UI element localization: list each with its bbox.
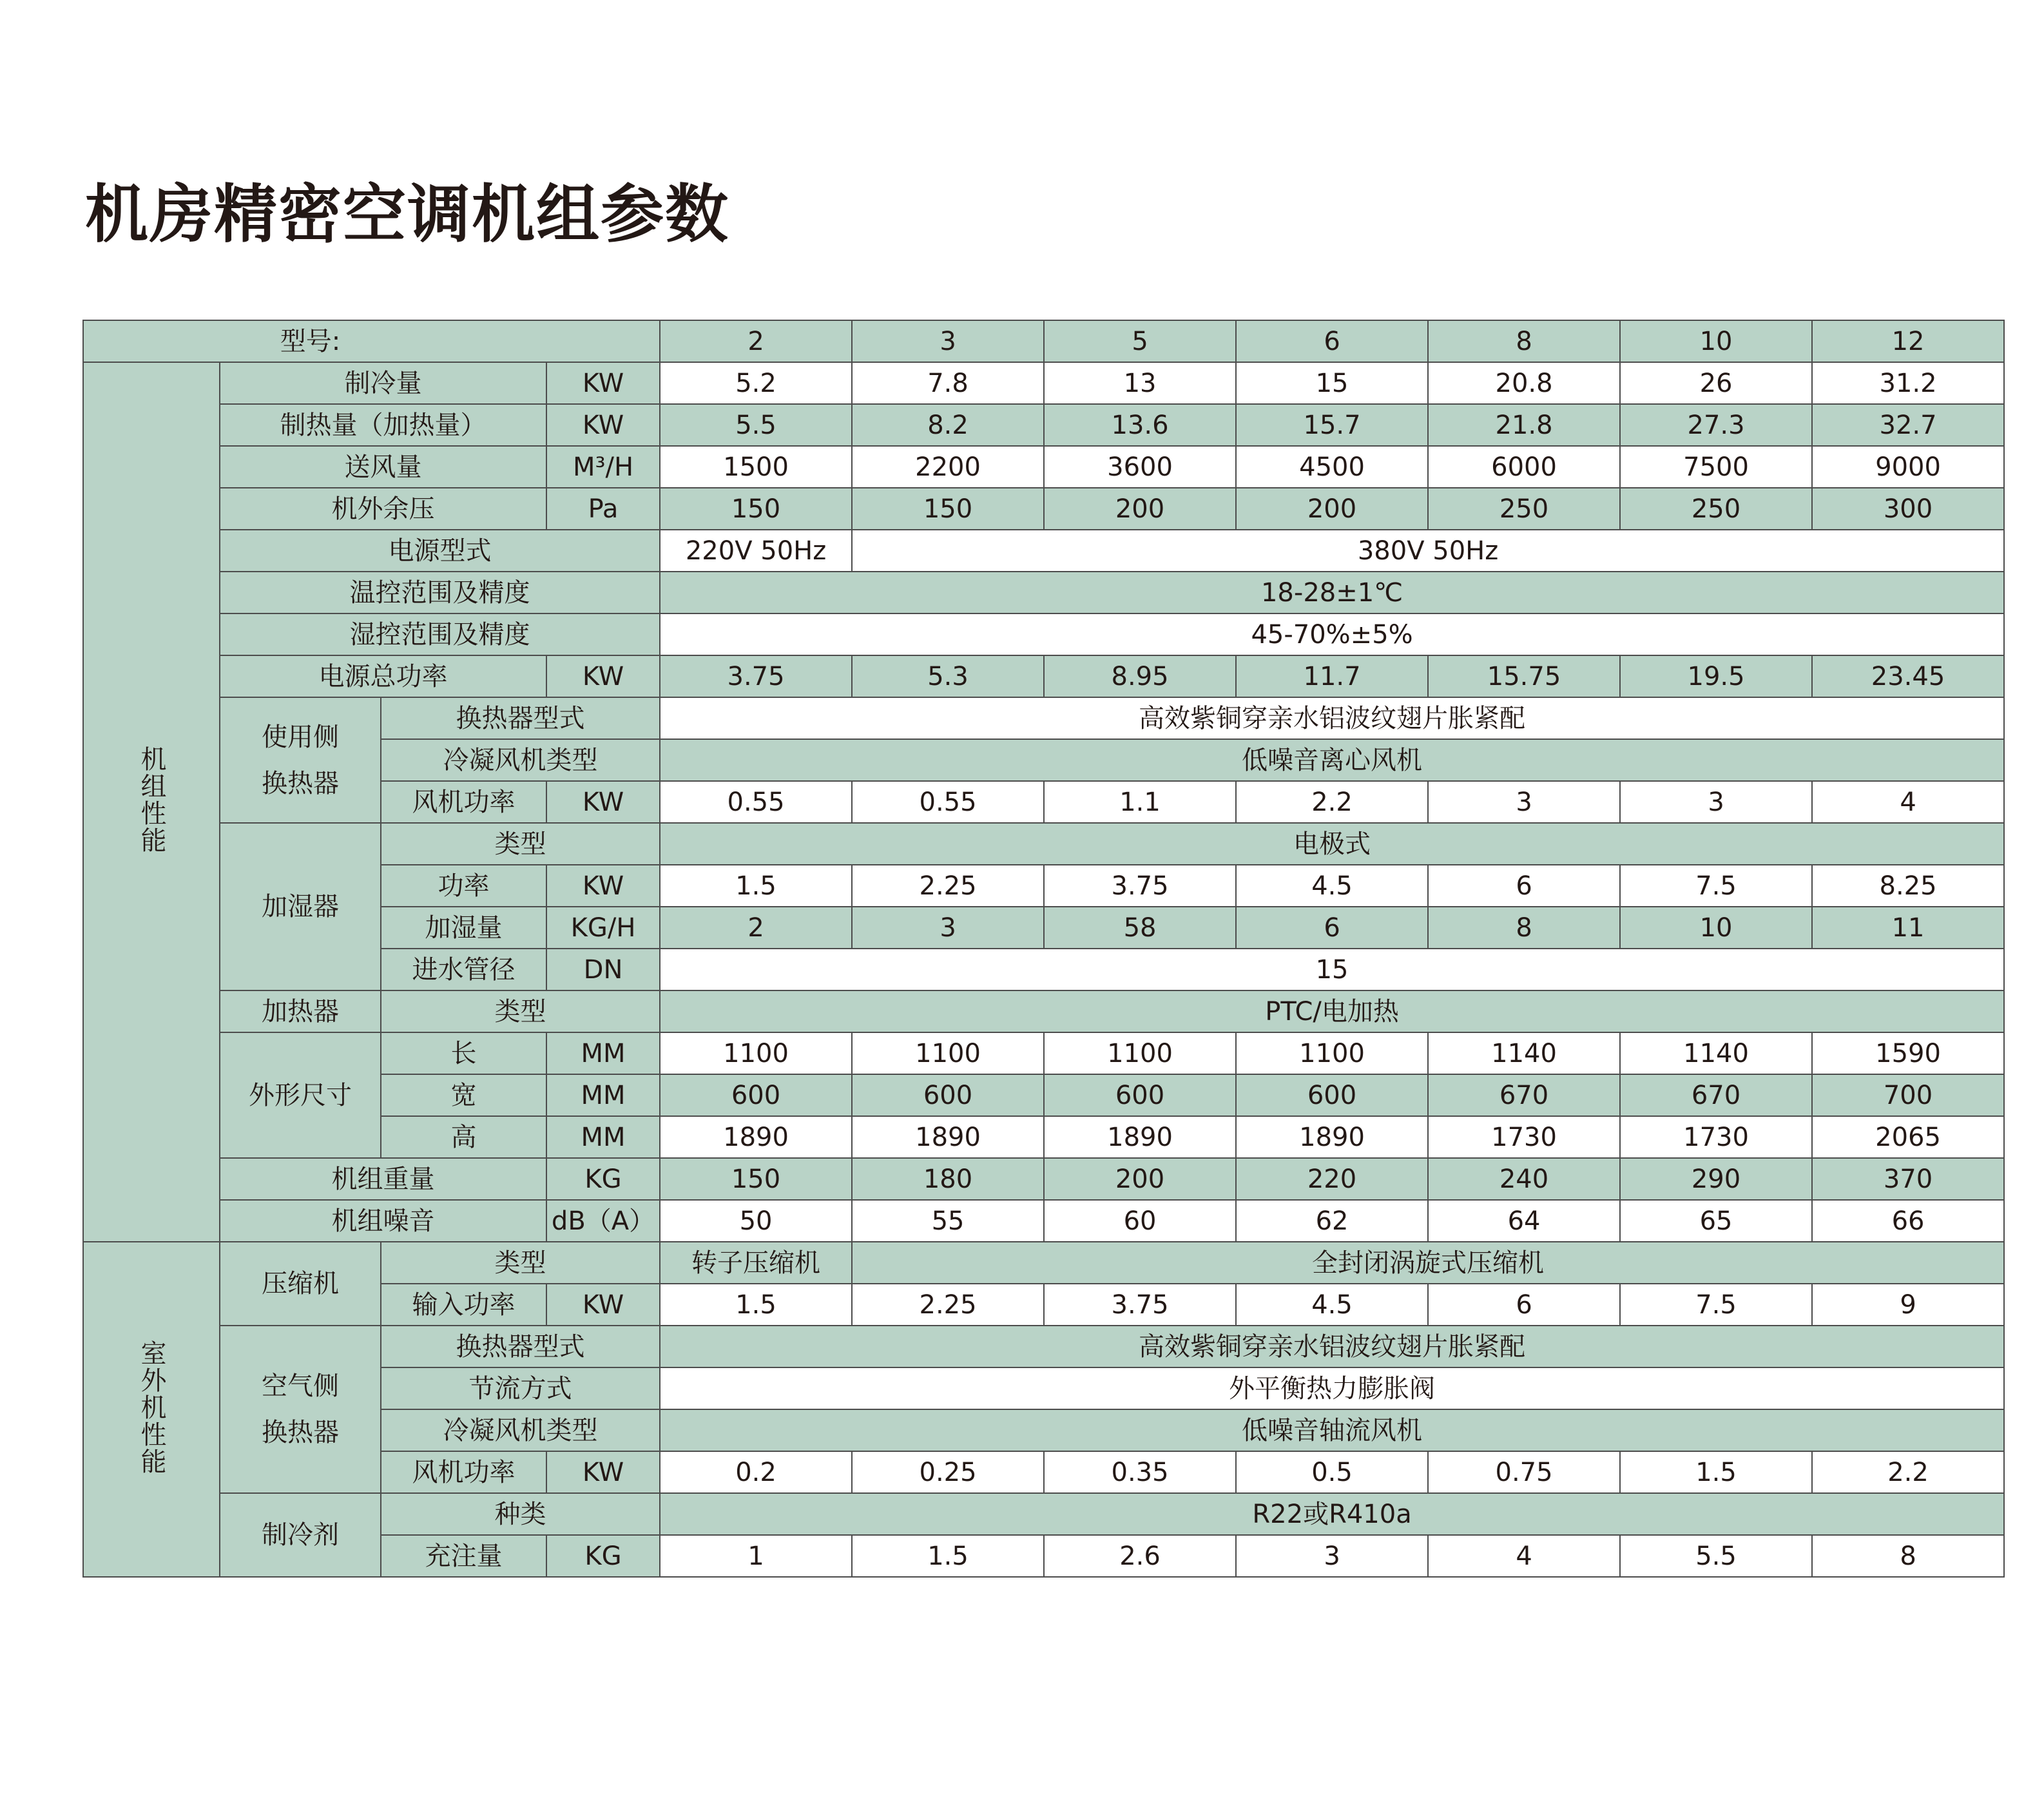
param-unit: Pa — [546, 488, 660, 530]
value-cell: 0.75 — [1428, 1451, 1620, 1493]
value-cell: 150 — [660, 1158, 852, 1200]
row-weight — [83, 1158, 2004, 1200]
value-cell: 2.6 — [1044, 1535, 1236, 1577]
value-cell: 62 — [1236, 1200, 1428, 1242]
value-cell: 6 — [1428, 865, 1620, 907]
value-cell-merged: 高效紫铜穿亲水铝波纹翅片胀紧配 — [660, 697, 2004, 739]
value-cell: 23.45 — [1812, 655, 2004, 697]
value-cell: 1730 — [1428, 1116, 1620, 1158]
spec-table — [82, 320, 2005, 1578]
value-cell: 0.55 — [852, 781, 1044, 823]
value-cell: 1100 — [1044, 1032, 1236, 1074]
param-label: 湿控范围及精度 — [220, 613, 660, 655]
value-cell: 7.8 — [852, 362, 1044, 404]
value-cell: 5.2 — [660, 362, 852, 404]
value-cell-merged: 高效紫铜穿亲水铝波纹翅片胀紧配 — [660, 1326, 2004, 1367]
value-cell: 3.75 — [1044, 1284, 1236, 1326]
param-unit: DN — [546, 949, 660, 990]
param-label: 加湿量 — [381, 907, 546, 949]
param-label: 电源型式 — [220, 530, 660, 572]
value-cell: 6 — [1236, 907, 1428, 949]
param-label: 送风量 — [220, 446, 546, 488]
param-unit: KG — [546, 1535, 660, 1577]
value-cell: 600 — [660, 1074, 852, 1116]
value-cell: 58 — [1044, 907, 1236, 949]
model-label: 型号: — [83, 320, 660, 362]
value-cell: 1890 — [660, 1116, 852, 1158]
value-cell: 3 — [852, 907, 1044, 949]
group-outdoor-performance — [83, 1242, 220, 1577]
value-cell: 1100 — [660, 1032, 852, 1074]
value-cell: 66 — [1812, 1200, 2004, 1242]
param-unit: KW — [546, 362, 660, 404]
param-unit: KW — [546, 865, 660, 907]
row-length — [83, 1032, 2004, 1074]
value-cell: 65 — [1620, 1200, 1812, 1242]
value-cell: 1140 — [1620, 1032, 1812, 1074]
value-cell: 13 — [1044, 362, 1236, 404]
value-cell: 27.3 — [1620, 404, 1812, 446]
param-label: 输入功率 — [381, 1284, 546, 1326]
subgroup-heater: 加热器 — [220, 990, 381, 1032]
row-cooling-capacity — [83, 362, 2004, 404]
value-cell: 0.5 — [1236, 1451, 1428, 1493]
value-cell: 1500 — [660, 446, 852, 488]
value-cell-merged: 低噪音离心风机 — [660, 739, 2004, 781]
model-header: 12 — [1812, 320, 2004, 362]
value-cell: 240 — [1428, 1158, 1620, 1200]
row-noise — [83, 1200, 2004, 1242]
subgroup-air-hx — [220, 1326, 381, 1493]
value-cell-merged: 低噪音轴流风机 — [660, 1409, 2004, 1451]
value-cell: 200 — [1236, 488, 1428, 530]
value-cell: 3.75 — [1044, 865, 1236, 907]
value-cell: 6000 — [1428, 446, 1620, 488]
value-cell: 15.7 — [1236, 404, 1428, 446]
param-label: 换热器型式 — [381, 697, 660, 739]
value-cell: 64 — [1428, 1200, 1620, 1242]
param-label: 机组重量 — [220, 1158, 546, 1200]
model-header: 5 — [1044, 320, 1236, 362]
value-cell: 1.5 — [660, 1284, 852, 1326]
value-cell: 8.25 — [1812, 865, 2004, 907]
value-cell: 5.3 — [852, 655, 1044, 697]
value-cell: 7.5 — [1620, 1284, 1812, 1326]
param-label: 温控范围及精度 — [220, 572, 660, 613]
value-cell: 13.6 — [1044, 404, 1236, 446]
value-cell: 3 — [1428, 781, 1620, 823]
value-cell: 370 — [1812, 1158, 2004, 1200]
row-model — [83, 320, 2004, 362]
value-cell: 7.5 — [1620, 865, 1812, 907]
value-cell: 2.2 — [1236, 781, 1428, 823]
param-label: 制热量（加热量） — [220, 404, 546, 446]
row-airflow — [83, 446, 2004, 488]
value-cell: 转子压缩机 — [660, 1242, 852, 1284]
value-cell: 3.75 — [660, 655, 852, 697]
value-cell: 300 — [1812, 488, 2004, 530]
value-cell: 4 — [1428, 1535, 1620, 1577]
param-label: 机外余压 — [220, 488, 546, 530]
value-cell-merged: 18-28±1℃ — [660, 572, 2004, 613]
value-cell: 8 — [1428, 907, 1620, 949]
param-label: 换热器型式 — [381, 1326, 660, 1367]
row-refrigerant-type — [83, 1493, 2004, 1535]
value-cell: 6 — [1428, 1284, 1620, 1326]
value-cell: 2.2 — [1812, 1451, 2004, 1493]
value-cell: 8 — [1812, 1535, 2004, 1577]
value-cell: 1.1 — [1044, 781, 1236, 823]
row-humidifier-type — [83, 823, 2004, 865]
value-cell: 11 — [1812, 907, 2004, 949]
group-unit-performance — [83, 362, 220, 1242]
model-header: 8 — [1428, 320, 1620, 362]
subgroup-compressor: 压缩机 — [220, 1242, 381, 1326]
param-label: 高 — [381, 1116, 546, 1158]
value-cell: 21.8 — [1428, 404, 1620, 446]
value-cell: 200 — [1044, 488, 1236, 530]
model-header: 6 — [1236, 320, 1428, 362]
value-cell: 3 — [1236, 1535, 1428, 1577]
value-cell: 0.35 — [1044, 1451, 1236, 1493]
param-label: 充注量 — [381, 1535, 546, 1577]
value-cell: 20.8 — [1428, 362, 1620, 404]
value-cell: 60 — [1044, 1200, 1236, 1242]
value-cell: 0.2 — [660, 1451, 852, 1493]
param-unit: dB（A） — [546, 1200, 660, 1242]
value-cell: 600 — [1044, 1074, 1236, 1116]
value-cell: 26 — [1620, 362, 1812, 404]
param-unit: KW — [546, 655, 660, 697]
row-humidity-control — [83, 613, 2004, 655]
param-unit: MM — [546, 1074, 660, 1116]
value-cell: 2 — [660, 907, 852, 949]
value-cell: 700 — [1812, 1074, 2004, 1116]
value-cell: 7500 — [1620, 446, 1812, 488]
value-cell: 0.55 — [660, 781, 852, 823]
subgroup-air-hx-label: 空气侧换热器 — [262, 1371, 339, 1447]
value-cell: 1.5 — [660, 865, 852, 907]
page-title: 机房精密空调机组参数 — [85, 178, 730, 251]
value-cell: 55 — [852, 1200, 1044, 1242]
value-cell: 220 — [1236, 1158, 1428, 1200]
value-cell: 290 — [1620, 1158, 1812, 1200]
row-temp-control — [83, 572, 2004, 613]
value-cell: 250 — [1620, 488, 1812, 530]
value-cell: 3 — [1620, 781, 1812, 823]
value-cell-merged: PTC/电加热 — [660, 990, 2004, 1032]
param-label: 进水管径 — [381, 949, 546, 990]
param-label: 功率 — [381, 865, 546, 907]
subgroup-humidifier: 加湿器 — [220, 823, 381, 990]
value-cell: 1730 — [1620, 1116, 1812, 1158]
value-cell: 1.5 — [1620, 1451, 1812, 1493]
value-cell: 1890 — [1044, 1116, 1236, 1158]
param-label: 冷凝风机类型 — [381, 739, 660, 781]
value-cell: 8.95 — [1044, 655, 1236, 697]
value-cell: 8.2 — [852, 404, 1044, 446]
value-cell: 2065 — [1812, 1116, 2004, 1158]
param-label: 类型 — [381, 1242, 660, 1284]
group-unit-performance-label: 机组性能 — [137, 746, 166, 854]
param-label: 长 — [381, 1032, 546, 1074]
param-label: 机组噪音 — [220, 1200, 546, 1242]
row-static-pressure — [83, 488, 2004, 530]
value-cell: 220V 50Hz — [660, 530, 852, 572]
param-unit: KW — [546, 404, 660, 446]
value-cell: 2200 — [852, 446, 1044, 488]
value-cell-merged: 15 — [660, 949, 2004, 990]
param-unit: KG/H — [546, 907, 660, 949]
param-label: 节流方式 — [381, 1367, 660, 1409]
value-cell: 4500 — [1236, 446, 1428, 488]
value-cell: 15.75 — [1428, 655, 1620, 697]
value-cell-merged: 45-70%±5% — [660, 613, 2004, 655]
subgroup-refrigerant: 制冷剂 — [220, 1493, 381, 1577]
param-unit: MM — [546, 1116, 660, 1158]
value-cell: 4 — [1812, 781, 2004, 823]
value-cell: 2.25 — [852, 1284, 1044, 1326]
param-unit: KW — [546, 1451, 660, 1493]
model-header: 2 — [660, 320, 852, 362]
value-cell: 1 — [660, 1535, 852, 1577]
param-label: 风机功率 — [381, 781, 546, 823]
subgroup-indoor-hx — [220, 697, 381, 823]
row-heating-capacity — [83, 404, 2004, 446]
value-cell: 600 — [852, 1074, 1044, 1116]
value-cell: 250 — [1428, 488, 1620, 530]
subgroup-indoor-hx-label: 使用侧换热器 — [262, 722, 339, 798]
value-cell: 1140 — [1428, 1032, 1620, 1074]
value-cell: 150 — [660, 488, 852, 530]
value-cell: 5.5 — [660, 404, 852, 446]
value-cell: 10 — [1620, 907, 1812, 949]
value-cell: 200 — [1044, 1158, 1236, 1200]
param-label: 冷凝风机类型 — [381, 1409, 660, 1451]
param-label: 制冷量 — [220, 362, 546, 404]
value-cell: 670 — [1620, 1074, 1812, 1116]
param-unit: M³/H — [546, 446, 660, 488]
param-unit: KG — [546, 1158, 660, 1200]
param-label: 类型 — [381, 990, 660, 1032]
value-cell: 0.25 — [852, 1451, 1044, 1493]
param-unit: KW — [546, 1284, 660, 1326]
value-cell: 9000 — [1812, 446, 2004, 488]
value-cell: 1590 — [1812, 1032, 2004, 1074]
value-cell: 1.5 — [852, 1535, 1044, 1577]
value-cell: 5.5 — [1620, 1535, 1812, 1577]
value-cell: 1100 — [1236, 1032, 1428, 1074]
value-cell: 31.2 — [1812, 362, 2004, 404]
subgroup-dimensions: 外形尺寸 — [220, 1032, 381, 1158]
param-label: 宽 — [381, 1074, 546, 1116]
value-cell: 150 — [852, 488, 1044, 530]
param-label: 风机功率 — [381, 1451, 546, 1493]
value-cell: 600 — [1236, 1074, 1428, 1116]
row-air-hx-type — [83, 1326, 2004, 1367]
value-cell: 32.7 — [1812, 404, 2004, 446]
row-indoor-hx-type — [83, 697, 2004, 739]
value-cell: 9 — [1812, 1284, 2004, 1326]
row-heater-type — [83, 990, 2004, 1032]
param-unit: KW — [546, 781, 660, 823]
value-cell: 11.7 — [1236, 655, 1428, 697]
value-cell: 4.5 — [1236, 1284, 1428, 1326]
value-cell-merged: 电极式 — [660, 823, 2004, 865]
value-cell: 15 — [1236, 362, 1428, 404]
model-header: 3 — [852, 320, 1044, 362]
value-cell: 1100 — [852, 1032, 1044, 1074]
value-cell: 50 — [660, 1200, 852, 1242]
value-cell-merged: 380V 50Hz — [852, 530, 2004, 572]
value-cell: 1890 — [852, 1116, 1044, 1158]
value-cell-merged: 全封闭涡旋式压缩机 — [852, 1242, 2004, 1284]
row-compressor-type — [83, 1242, 2004, 1284]
param-label: 类型 — [381, 823, 660, 865]
row-power-supply — [83, 530, 2004, 572]
row-total-power — [83, 655, 2004, 697]
value-cell: 180 — [852, 1158, 1044, 1200]
value-cell-merged: 外平衡热力膨胀阀 — [660, 1367, 2004, 1409]
value-cell-merged: R22或R410a — [660, 1493, 2004, 1535]
value-cell: 1890 — [1236, 1116, 1428, 1158]
param-unit: MM — [546, 1032, 660, 1074]
value-cell: 4.5 — [1236, 865, 1428, 907]
model-header: 10 — [1620, 320, 1812, 362]
value-cell: 670 — [1428, 1074, 1620, 1116]
param-label: 种类 — [381, 1493, 660, 1535]
value-cell: 2.25 — [852, 865, 1044, 907]
value-cell: 3600 — [1044, 446, 1236, 488]
value-cell: 19.5 — [1620, 655, 1812, 697]
param-label: 电源总功率 — [220, 655, 546, 697]
group-outdoor-performance-label: 室外机性能 — [137, 1339, 166, 1475]
